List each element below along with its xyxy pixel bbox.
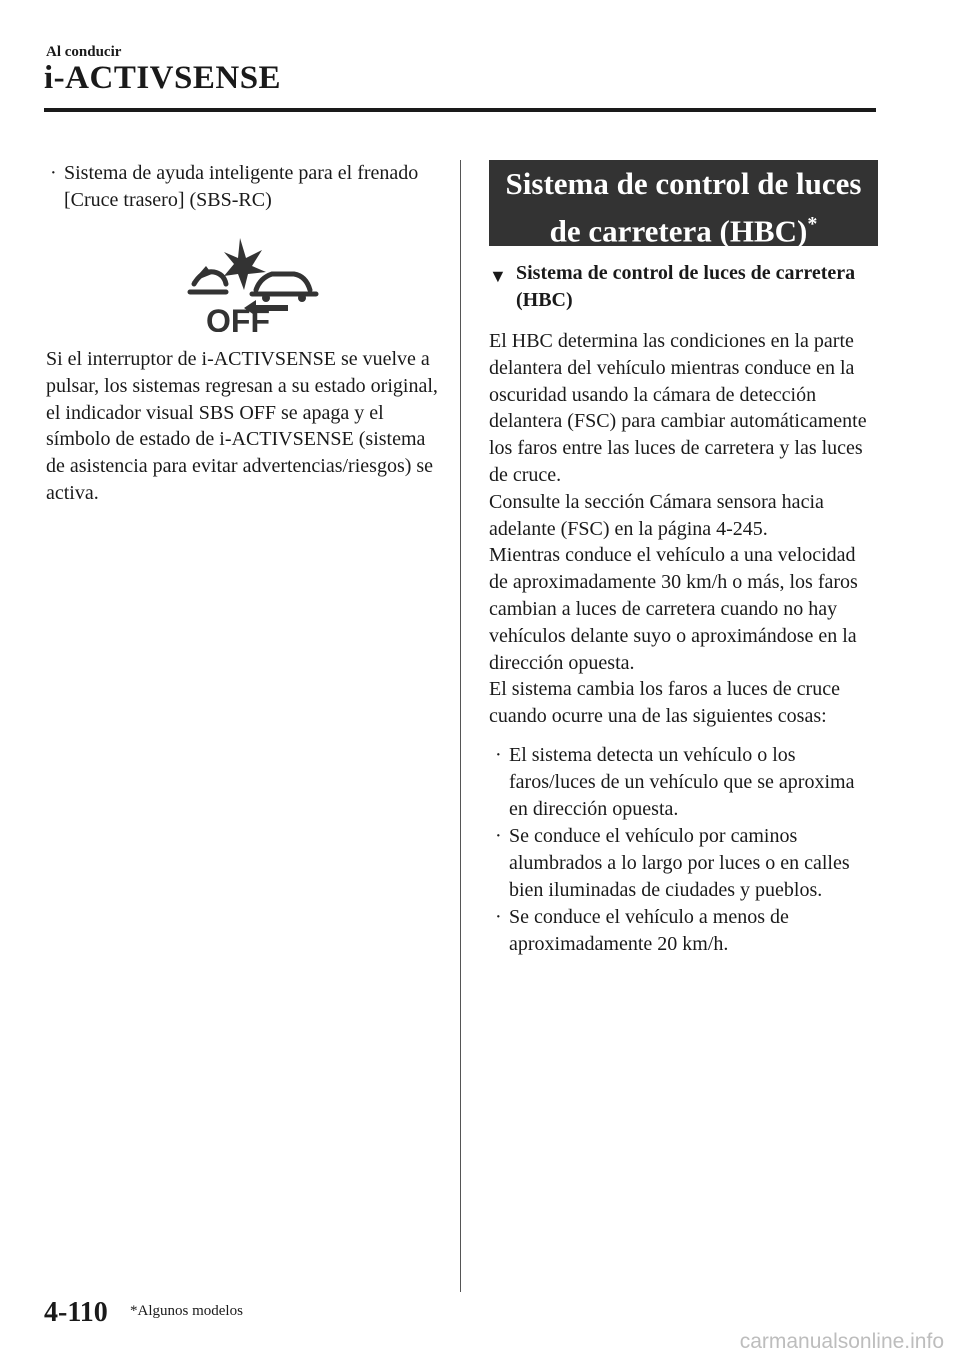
footnote-mark: *: [807, 213, 818, 235]
triangle-down-icon: ▼: [489, 266, 507, 286]
bullet-icon: ·: [495, 824, 502, 847]
paragraph: Mientras conduce el vehículo a una velocidad de aproximadamente 30 km/h o más, los faros cambian a luces de carretera cuando no hay vehículos delante suyo o aproximándose en la dirección opuesta.: [489, 544, 858, 674]
watermark: carmanualsonline.info: [739, 1330, 944, 1353]
left-column: [46, 160, 438, 507]
subheading-text: Sistema de control de luces de carretera (HBC): [516, 262, 856, 311]
banner-line: Sistema de control de luces: [505, 166, 862, 201]
bullet-icon: ·: [50, 162, 57, 184]
right-column: [489, 160, 878, 958]
section-banner: [489, 160, 878, 249]
bullet-icon: ·: [495, 905, 502, 928]
sbs-rc-off-icon: [184, 232, 324, 332]
paragraph: Consulte la sección Cámara sensora hacia adelante (FSC) en la página 4-245.: [489, 490, 824, 540]
bullet-text: Se conduce el vehículo por caminos alumbrados a lo largo por luces o en calles bien iluminadas de ciudades y pueblos.: [509, 824, 850, 901]
list-item: [491, 742, 878, 823]
banner-line: de carretera (HBC)*: [549, 213, 818, 249]
page-number: 4-110: [44, 1297, 108, 1328]
bullet-text: Se conduce el vehículo a menos de aproximadamente 20 km/h.: [509, 905, 789, 955]
bullet-text: El sistema detecta un vehículo o los faros/luces de un vehículo que se aproxima en dirección opuesta.: [509, 743, 855, 820]
footnote: *Algunos modelos: [130, 1303, 243, 1319]
header-rule: [44, 108, 876, 112]
section-label: Al conducir: [46, 44, 122, 60]
bullet-text: Sistema de ayuda inteligente para el frenado [Cruce trasero] (SBS-RC): [64, 162, 419, 211]
bullet-icon: ·: [495, 743, 502, 766]
list-item: [46, 160, 438, 214]
chapter-title: i-ACTIVSENSE: [44, 60, 282, 96]
subheading: [489, 260, 878, 314]
column-divider: [460, 160, 461, 1292]
off-label: OFF: [206, 303, 270, 332]
paragraph: El HBC determina las condiciones en la parte delantera del vehículo mientras conduce en la oscuridad usando la cámara de detección delantera (FSC) para cambiar automáticamente los faros entre las luces de carretera y las luces de cruce.: [489, 330, 867, 486]
paragraph: Si el interruptor de i-ACTIVSENSE se vuelve a pulsar, los sistemas regresan a su estado original, el indicador visual SBS OFF se apaga y el símbolo de estado de i-ACTIVSENSE (sistema de asistencia para evitar advertencias/riesgos) se activa.: [46, 348, 438, 504]
paragraph: El sistema cambia los faros a luces de cruce cuando ocurre una de las siguientes cosas:: [489, 678, 840, 728]
bullet-list: [489, 742, 878, 958]
list-item: [491, 823, 878, 904]
list-item: [491, 904, 878, 958]
